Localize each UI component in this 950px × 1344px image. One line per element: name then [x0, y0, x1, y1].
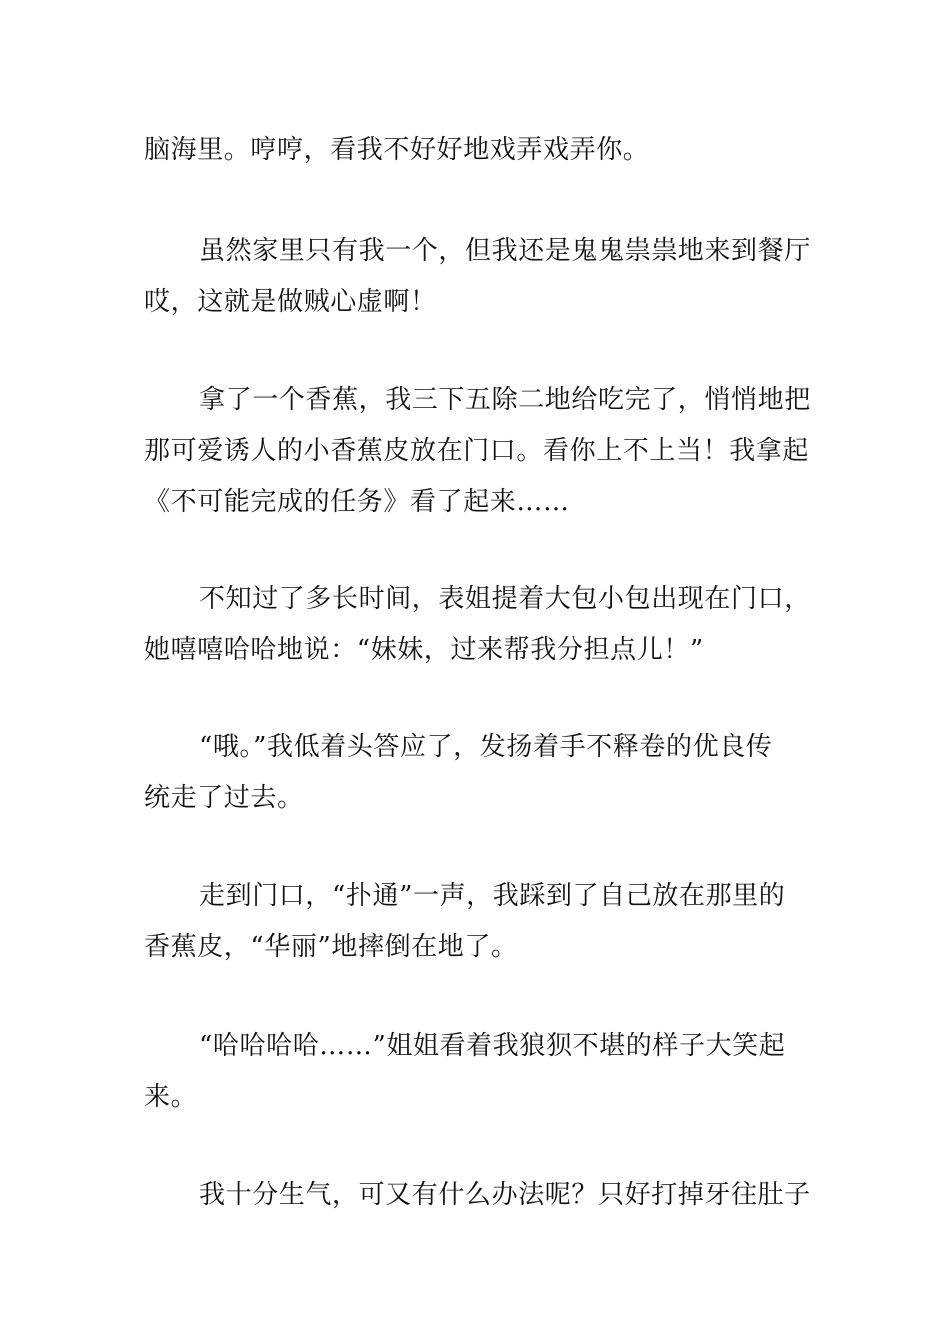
paragraph-1	[144, 125, 814, 176]
paragraph-8	[144, 1170, 814, 1221]
text-line: 哎，这就是做贼心虚啊！	[144, 287, 437, 317]
paragraph-6	[144, 871, 814, 973]
text-line: 拿了一个香蕉，我三下五除二地给吃完了，悄悄地把	[199, 385, 811, 415]
text-line: 香蕉皮，“华丽”地摔倒在地了。	[144, 932, 518, 962]
text-line: 脑海里。哼哼，看我不好好地戏弄戏弄你。	[144, 135, 650, 165]
text-line: 那可爱诱人的小香蕉皮放在门口。看你上不上当！我拿起	[144, 436, 810, 466]
text-line: 走到门口，“扑通”一声，我踩到了自己放在那里的	[199, 881, 786, 911]
paragraph-7	[144, 1021, 814, 1123]
text-line: “哈哈哈哈……”姐姐看着我狼狈不堪的样子大笑起	[199, 1031, 786, 1061]
text-line: 虽然家里只有我一个，但我还是鬼鬼祟祟地来到餐厅	[199, 236, 811, 266]
text-line: 不知过了多长时间，表姐提着大包小包出现在门口，	[199, 584, 811, 614]
text-line: 我十分生气，可又有什么办法呢？只好打掉牙往肚子	[199, 1180, 811, 1210]
paragraph-2	[144, 226, 814, 328]
paragraph-3	[144, 375, 814, 528]
text-line: “哦。”我低着头答应了，发扬着手不释卷的优良传	[199, 732, 773, 762]
text-line: 来。	[144, 1082, 198, 1112]
paragraph-4	[144, 574, 814, 676]
text-line: 《不可能完成的任务》看了起来……	[144, 487, 570, 517]
text-line: 统走了过去。	[144, 783, 304, 813]
text-line: 她嘻嘻哈哈地说：“妹妹，过来帮我分担点儿！”	[144, 635, 704, 665]
paragraph-5	[144, 722, 814, 824]
